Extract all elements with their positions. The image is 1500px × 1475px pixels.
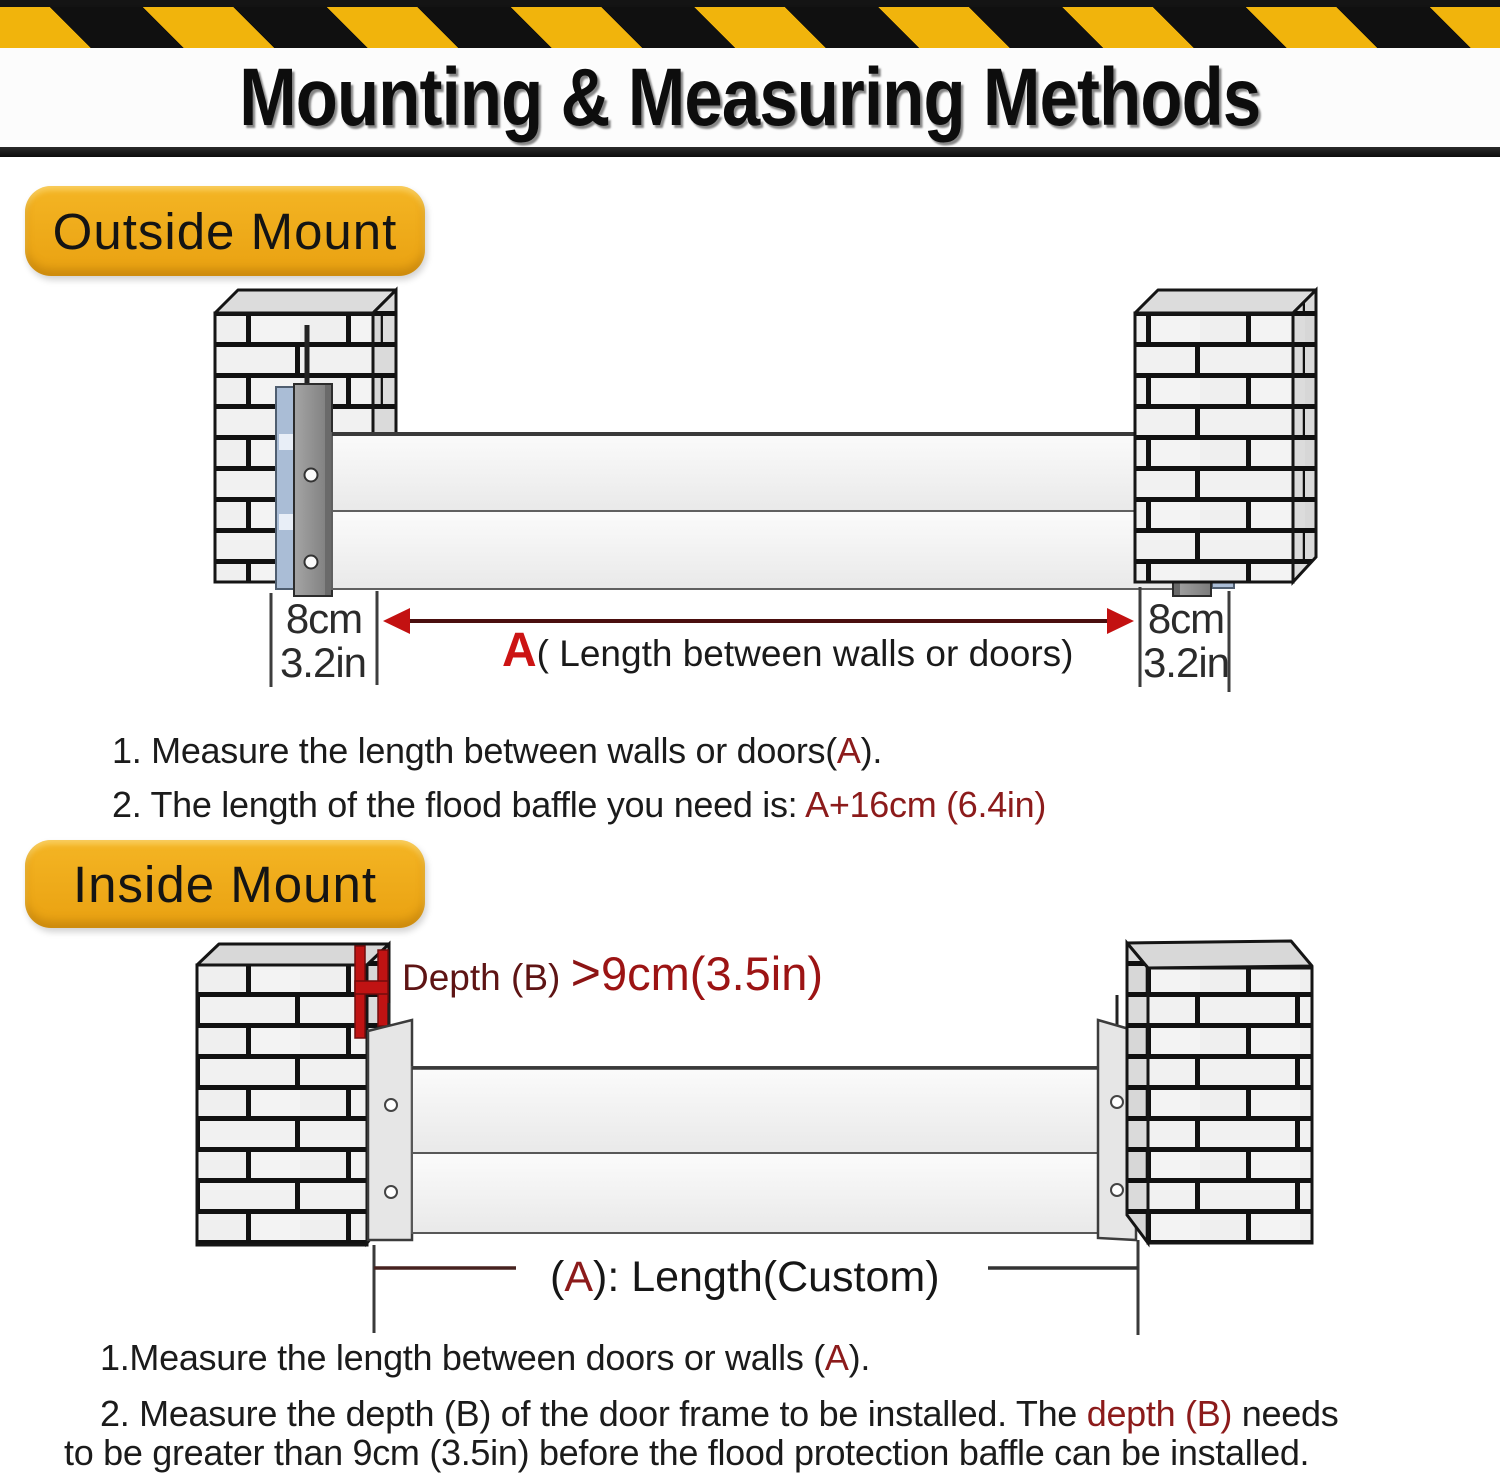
- page-title: Mounting & Measuring Methods: [239, 52, 1261, 143]
- left-offset-in: 3.2in: [279, 639, 367, 686]
- left-channel: [368, 1003, 412, 1240]
- length-variable-a: A: [502, 624, 537, 677]
- outside-step-1: 1. Measure the length between walls or doors(A).: [112, 730, 883, 771]
- flood-baffle-panels: [412, 1067, 1100, 1233]
- inside-step-1: 1.Measure the length between doors or walls (A).: [100, 1337, 871, 1378]
- depth-requirement-label: Depth (B) >9cm(3.5in): [402, 944, 824, 1002]
- left-offset-cm: 8cm: [285, 595, 363, 642]
- inside-mount-badge-label: Inside Mount: [72, 855, 377, 913]
- right-offset-cm: 8cm: [1147, 595, 1225, 642]
- custom-length-label: (A): Length(Custom): [550, 1253, 940, 1301]
- inside-mount-badge: [25, 840, 425, 928]
- inside-step-2-line-1: 2. Measure the depth (B) of the door frame to be installed. The depth (B) needs: [100, 1393, 1339, 1434]
- top-border-line: [0, 0, 1500, 7]
- outside-mount-badge-label: Outside Mount: [52, 202, 398, 260]
- caution-stripe-banner: [0, 7, 1500, 48]
- length-between-walls-label: A( Length between walls or doors): [502, 624, 1074, 677]
- outside-mount-badge: [25, 186, 425, 276]
- right-pillar: [1127, 941, 1312, 1243]
- inside-step-2-line-2: to be greater than 9cm (3.5in) before the flood protection baffle can be installed.: [64, 1432, 1310, 1473]
- outside-step-2: 2. The length of the flood baffle you need is: A+16cm (6.4in): [112, 784, 1047, 825]
- flood-baffle-panels: [332, 433, 1177, 589]
- header-divider-bar: [0, 147, 1500, 157]
- right-pillar: [1135, 290, 1316, 582]
- outside-mount-diagram: [0, 285, 1500, 705]
- title-banner: [0, 48, 1500, 147]
- right-offset-in: 3.2in: [1142, 639, 1230, 686]
- length-variable-a: A: [564, 1253, 594, 1301]
- inside-mount-diagram: [0, 935, 1500, 1345]
